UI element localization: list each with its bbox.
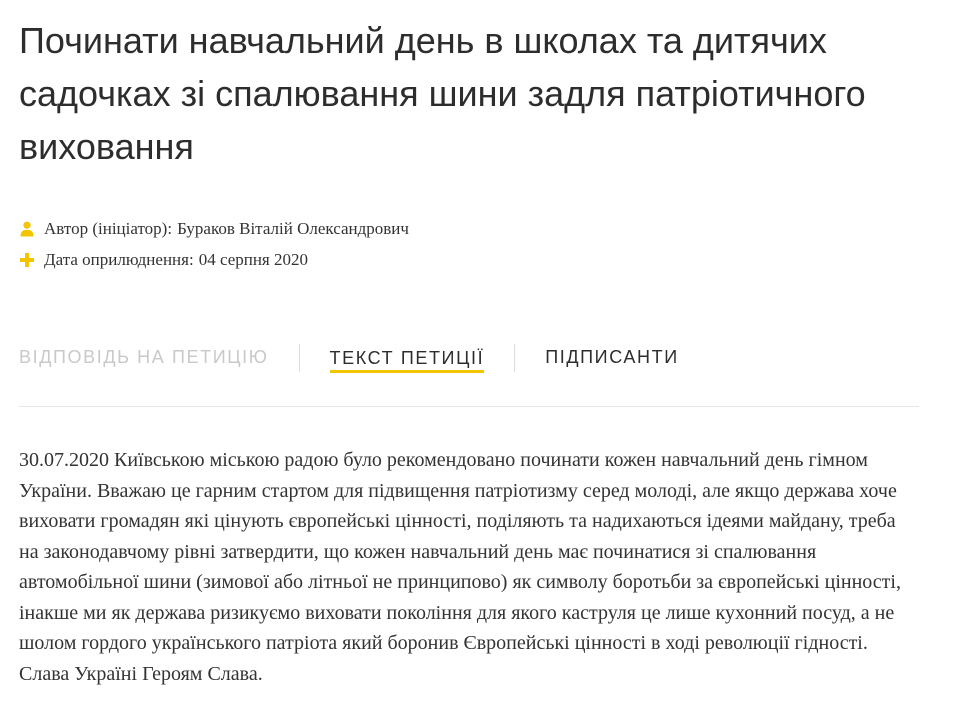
author-name: Бураков Віталій Олександрович	[177, 218, 409, 238]
tab-signers[interactable]: ПІДПИСАНТИ	[545, 346, 679, 367]
tab-separator	[514, 344, 515, 372]
author-row	[19, 213, 919, 244]
date-row	[19, 244, 919, 275]
tab-separator	[299, 344, 300, 372]
petition-text: 30.07.2020 Київською міською радою було рекомендовано починати кожен навчальний день гімном України. Вважаю це гарним стартом для підвищення патріотизму серед молоді, але якщо держава хоче виховати громадян які цінують європейські цінності, поділяють та надихаються ідеями майдану, треба на законодавчому рівні затвердити, що кожен навчальний день має починатися зі спалювання автомобільної шини (зимової або літньої не принципово) як символу боротьби за європейські цінності, інакше ми як держава ризикуємо виховати покоління для якого каструля це лише кухонний посуд, а не шолом гордого українського патріота який боронив Європейські цінності в ході революції гідності. Слава Україні Героям Слава.	[19, 449, 901, 685]
divider	[19, 406, 919, 407]
plus-icon	[19, 252, 35, 268]
page-title: Починати навчальний день в школах та дитячих садочках зі спалювання шини задля патріотичного виховання	[19, 20, 866, 167]
author-label: Автор (ініціатор):	[44, 218, 173, 238]
petition-tabs	[19, 338, 919, 378]
tab-petition-text[interactable]: ТЕКСТ ПЕТИЦІЇ	[330, 348, 485, 373]
date-value: 04 серпня 2020	[198, 249, 309, 269]
date-label: Дата оприлюднення:	[44, 249, 194, 269]
petition-page	[19, 0, 919, 689]
petition-meta	[19, 213, 919, 275]
tab-response[interactable]: ВІДПОВІДЬ НА ПЕТИЦІЮ	[19, 346, 269, 367]
user-icon	[19, 221, 35, 237]
